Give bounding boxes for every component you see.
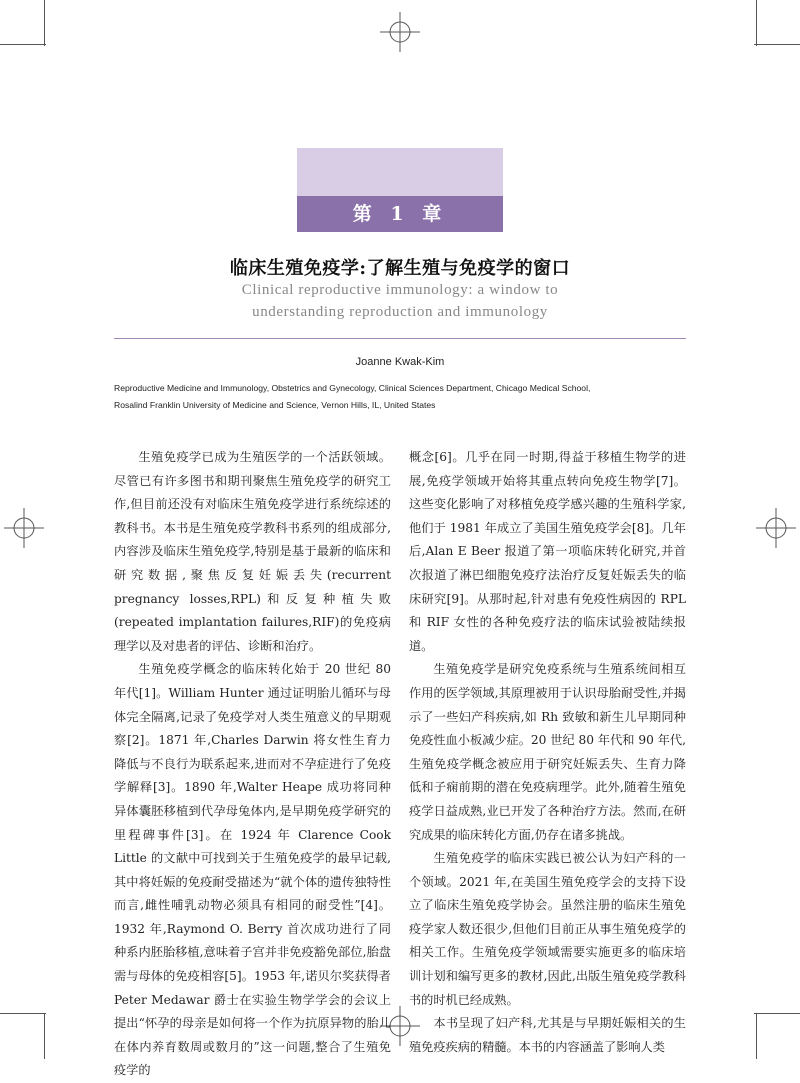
registration-target-icon [4,508,44,548]
chapter-title-chinese: 临床生殖免疫学:了解生殖与免疫学的窗口 [229,258,571,279]
title-divider [114,338,686,339]
crop-mark [754,1013,800,1014]
body-paragraph: 生殖免疫学已成为生殖医学的一个活跃领域。尽管已有许多图书和期刊聚焦生殖免疫学的研究工作,但目前还没有对临床生殖免疫学进行系统综述的教科书。本书是生殖免疫学教科书系列的组成部分,内容涉及临床生殖免疫学,特别是基于最新的临床和研究数据,聚焦反复妊娠丢失(recurrent pregnancy losses,RPL)和反复种植失败(repeated implantation failures,RIF)的免疫病理学以及对患者的评估、诊断和治疗。 [114,450,391,653]
crop-mark [44,0,45,46]
crop-mark [756,0,757,46]
author-name: Joanne Kwak-Kim [355,356,445,368]
chapter-header-decoration [297,148,503,196]
chapter-title-english-line1: Clinical reproductive immunology: a window to [241,282,559,298]
crop-mark [0,1013,46,1014]
crop-mark [754,44,800,45]
chapter-title-english-line2: understanding reproduction and immunology [252,304,548,320]
body-paragraph: 概念[6]。几乎在同一时期,得益于移植生物学的进展,免疫学领域开始将其重点转向免疫生物学[7]。这些变化影响了对移植免疫学感兴趣的生殖科学家,他们于 1981 年成立了美国生殖免疫学会[8]。几年后,Alan E Beer 报道了第一项临床转化研究,并首次报道了淋巴细胞免疫疗法治疗反复妊娠丢失的临床研究[9]。从那时起,针对患有免疫性病因的 RPL 和 RIF 女性的各种免疫疗法的临床试验被陆续报道。 [409,450,686,653]
body-paragraph: 生殖免疫学概念的临床转化始于 20 世纪 80 年代[1]。William Hunter 通过证明胎儿循环与母体完全隔离,记录了免疫学对人类生殖意义的早期观察[2]。1871 年,Charles Darwin 将女性生育力降低与不良行为联系起来,进而对不孕症进行了免疫学解释[3]。1890 年,Walter Heape 成功将同种异体囊胚移植到代孕母兔体内,是早期免疫学研究的里程碑事件[3]。在 1924 年 Clarence Cook Little 的文献中可找到关于生殖免疫学的最早记载,其中将妊娠的免疫耐受描述为“就个体的遗传独特性而言,雌性哺乳动物必须具有相同的耐受性”[4]。1932 年,Raymond O. Berry 首次成功进行了同种系内胚胎移植,意味着子宫并非免疫豁免部位,胎盘需与母体的免疫相容[5]。1953 年,诺贝尔奖获得者 Peter Medawar 爵士在实验生物学学会的会议上提出“怀孕的母亲是如何将一个作为抗原异物的胎儿在体内养育数周或数月的”这一问题,整合了生殖免疫学的 [114,662,391,1078]
body-paragraph: 本书呈现了妇产科,尤其是与早期妊娠相关的生殖免疫疾病的精髓。本书的内容涵盖了影响人类 [409,1016,686,1054]
body-paragraph: 生殖免疫学是研究免疫系统与生殖系统间相互作用的医学领域,其原理被用于认识母胎耐受性,并揭示了一些妇产科疾病,如 Rh 致敏和新生儿早期同种免疫性血小板减少症。20 世纪 80 年代和 90 年代,生殖免疫学概念被应用于研究妊娠丢失、生育力降低和子痫前期的潜在免疫病理学。此外,随着生殖免疫学日益成熟,业已开发了各种治疗方法。然而,在研究成果的临床转化方面,仍存在诸多挑战。 [409,662,686,842]
body-column-right [409,446,686,1059]
author-affiliation-line2: Rosalind Franklin University of Medicine and Science, Vernon Hills, IL, United States [114,400,436,410]
registration-target-icon [380,12,420,52]
body-paragraph: 生殖免疫学的临床实践已被公认为妇产科的一个领域。2021 年,在美国生殖免疫学会的支持下设立了临床生殖免疫学协会。虽然注册的临床生殖免疫学家人数还很少,但他们目前正从事生殖免疫学的相关工作。生殖免疫学领域需要实施更多的临床培训计划和编写更多的教材,因此,出版生殖免疫学教科书的时机已经成熟。 [409,851,686,1007]
author-affiliation-line1: Reproductive Medicine and Immunology, Obstetrics and Gynecology, Clinical Sciences Department, Chicago Medical School, [114,383,591,393]
body-column-left [114,446,391,1083]
crop-mark [44,1013,45,1059]
crop-mark [0,44,46,45]
registration-target-icon [756,508,796,548]
chapter-label: 第 1 章 [297,196,503,232]
crop-mark [756,1013,757,1059]
